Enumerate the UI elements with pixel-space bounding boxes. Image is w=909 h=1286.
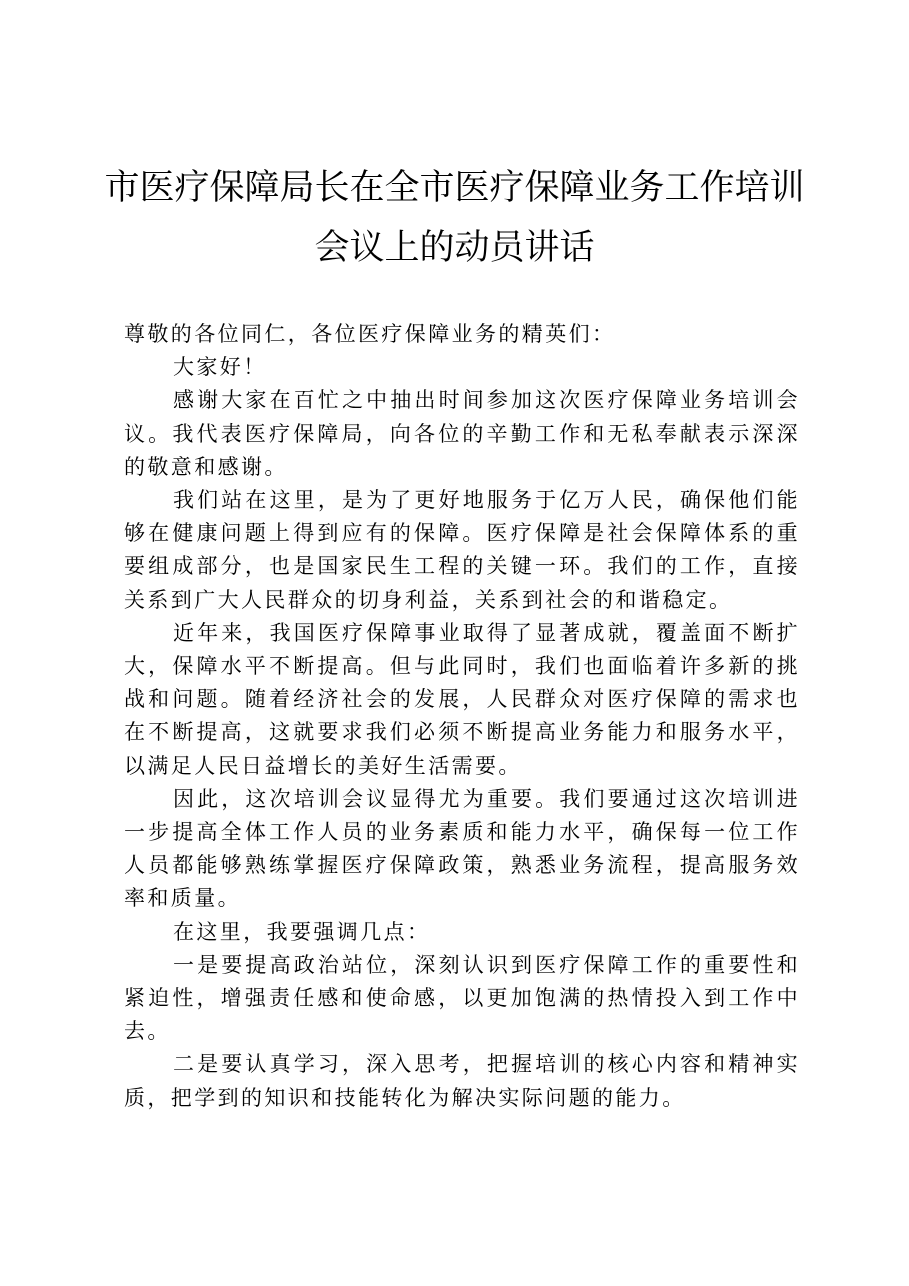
- paragraph-background: 近年来，我国医疗保障事业取得了显著成就，覆盖面不断扩大，保障水平不断提高。但与此同时，我们也面临着许多新的挑战和问题。随着经济社会的发展，人民群众对医疗保障的需求也在不断提高，这就要求我们必须不断提高业务能力和服务水平，以满足人民日益增长的美好生活需要。: [124, 620, 800, 778]
- salutation: 尊敬的各位同仁，各位医疗保障业务的精英们：: [124, 322, 616, 346]
- paragraph-point-one: 一是要提高政治站位，深刻认识到医疗保障工作的重要性和紧迫性，增强责任感和使命感，以更加饱满的热情投入到工作中去。: [124, 952, 800, 1044]
- paragraph-greeting: 大家好！: [173, 355, 267, 380]
- title-line-2: 会议上的动员讲话: [314, 228, 595, 268]
- paragraph-thanks: 感谢大家在百忙之中抽出时间参加这次医疗保障业务培训会议。我代表医疗保障局，向各位的辛勤工作和无私奉献表示深深的敬意和感谢。: [124, 388, 800, 479]
- paragraph-emphasis-intro: 在这里，我要强调几点：: [173, 919, 431, 944]
- paragraph-purpose: 我们站在这里，是为了更好地服务于亿万人民，确保他们能够在健康问题上得到应有的保障。医疗保障是社会保障体系的重要组成部分，也是国家民生工程的关键一环。我们的工作，直接关系到广大人民群众的切身利益，关系到社会的和谐稳定。: [124, 488, 800, 612]
- paragraph-importance: 因此，这次培训会议显得尤为重要。我们要通过这次培训进一步提高全体工作人员的业务素质和能力水平，确保每一位工作人员都能够熟练掌握医疗保障政策，熟悉业务流程，提高服务效率和质量。: [124, 786, 800, 911]
- document-title: [100, 158, 809, 278]
- paragraph-point-two: 二是要认真学习，深入思考，把握培训的核心内容和精神实质，把学到的知识和技能转化为解决实际问题的能力。: [124, 1052, 800, 1110]
- document-body: [124, 318, 800, 1115]
- title-line-1: 市医疗保障局长在全市医疗保障业务工作培训: [104, 168, 805, 208]
